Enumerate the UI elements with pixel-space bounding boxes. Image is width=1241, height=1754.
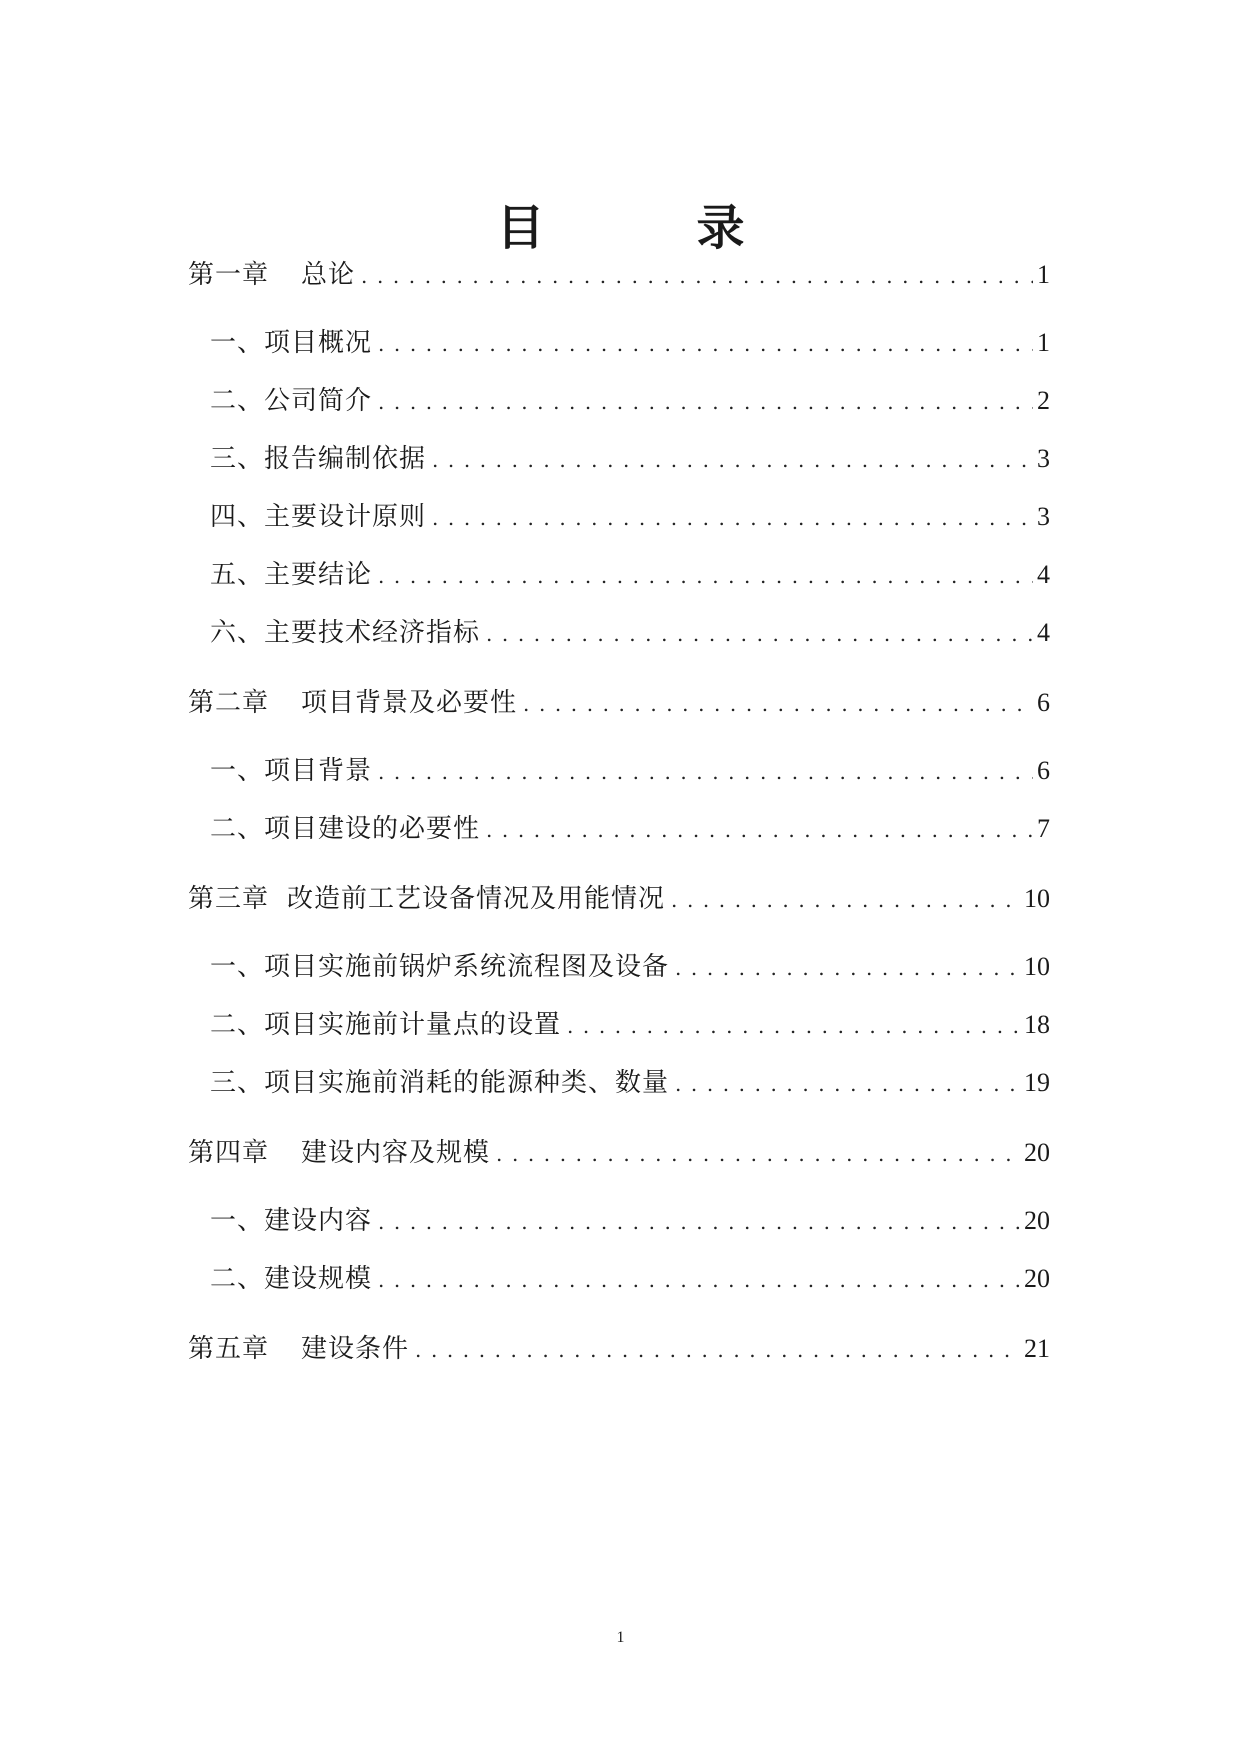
dot-leader: [432, 498, 1033, 538]
chapter-number: 第五章: [188, 1334, 270, 1364]
toc-section-2-2[interactable]: [210, 809, 1050, 849]
toc-page-number: 7: [1037, 814, 1050, 843]
chapter-title: 建设条件: [301, 1334, 410, 1364]
toc-entry-title: 三、项目实施前消耗的能源种类、数量: [210, 1068, 670, 1098]
dot-leader: [432, 440, 1033, 480]
toc-page-number: 4: [1037, 618, 1050, 647]
dot-leader: [486, 614, 1033, 654]
toc-section-3-2[interactable]: [210, 1005, 1050, 1045]
dot-leader: [671, 880, 1020, 920]
toc-page-number: 3: [1037, 444, 1050, 473]
toc-entry-title: [188, 255, 355, 295]
toc-page-number: 20: [1024, 1264, 1050, 1293]
toc-page-number: 10: [1024, 884, 1050, 913]
dot-leader: [523, 684, 1033, 724]
chapter-title: 总论: [301, 260, 356, 290]
dot-leader: [415, 1330, 1020, 1370]
toc-section-1-3[interactable]: [210, 439, 1050, 479]
dot-leader: [496, 1134, 1020, 1174]
toc-entry-title: 四、主要设计原则: [210, 502, 427, 532]
toc-entry-title: 一、项目背景: [210, 756, 373, 786]
toc-section-2-1[interactable]: [210, 751, 1050, 791]
page-title: 目 录: [496, 200, 797, 256]
dot-leader: [378, 556, 1033, 596]
toc-entry-title: 二、建设规模: [210, 1264, 373, 1294]
chapter-number: 第三章: [188, 884, 270, 914]
toc-entry-title: 五、主要结论: [210, 560, 373, 590]
toc-entry-title: 一、项目实施前锅炉系统流程图及设备: [210, 952, 670, 982]
dot-leader: [378, 752, 1033, 792]
dot-leader: [567, 1006, 1020, 1046]
toc-page-number: 10: [1024, 952, 1050, 981]
toc-entry-title: 二、项目建设的必要性: [210, 814, 481, 844]
toc-entry-title: [188, 683, 517, 723]
toc-entry-title: 一、项目概况: [210, 328, 373, 358]
toc-page-number: 18: [1024, 1010, 1050, 1039]
toc-page-number: 4: [1037, 560, 1050, 589]
toc-chapter-4[interactable]: [188, 1133, 1050, 1173]
toc-page-number: 20: [1024, 1206, 1050, 1235]
toc-page-number: 3: [1037, 502, 1050, 531]
toc-chapter-1[interactable]: [188, 255, 1050, 295]
toc-section-1-1[interactable]: [210, 323, 1050, 363]
toc-page-number: 6: [1037, 756, 1050, 785]
toc-section-4-1[interactable]: [210, 1201, 1050, 1241]
toc-page-number: 2: [1037, 386, 1050, 415]
page-footer-number: 1: [616, 1629, 625, 1646]
toc-page-number: 1: [1037, 260, 1050, 289]
dot-leader: [675, 948, 1020, 988]
chapter-title: 项目背景及必要性: [301, 688, 518, 718]
toc-section-1-4[interactable]: [210, 497, 1050, 537]
toc-section-3-3[interactable]: [210, 1063, 1050, 1103]
toc-page-number: 1: [1037, 328, 1050, 357]
toc-page-number: 21: [1024, 1334, 1050, 1363]
toc-section-1-2[interactable]: [210, 381, 1050, 421]
toc-entry-title: 二、公司简介: [210, 386, 373, 416]
toc-page-number: 6: [1037, 688, 1050, 717]
dot-leader: [361, 256, 1033, 296]
toc-page-number: 20: [1024, 1138, 1050, 1167]
toc-chapter-2[interactable]: [188, 683, 1050, 723]
dot-leader: [675, 1064, 1020, 1104]
toc-section-1-6[interactable]: [210, 613, 1050, 653]
toc-page-number: 19: [1024, 1068, 1050, 1097]
chapter-title: 改造前工艺设备情况及用能情况: [287, 884, 666, 914]
toc-entry-title: 二、项目实施前计量点的设置: [210, 1010, 562, 1040]
toc-chapter-3[interactable]: [188, 879, 1050, 919]
toc-entry-title: [188, 1133, 490, 1173]
toc-section-3-1[interactable]: [210, 947, 1050, 987]
dot-leader: [378, 324, 1033, 364]
dot-leader: [378, 382, 1033, 422]
toc-section-1-5[interactable]: [210, 555, 1050, 595]
toc-entry-title: [188, 879, 665, 919]
toc-entry-title: 六、主要技术经济指标: [210, 618, 481, 648]
toc-entry-title: [188, 1329, 409, 1369]
dot-leader: [486, 810, 1033, 850]
dot-leader: [378, 1202, 1020, 1242]
chapter-number: 第二章: [188, 688, 270, 718]
chapter-number: 第一章: [188, 260, 270, 290]
toc-chapter-5[interactable]: [188, 1329, 1050, 1369]
toc-section-4-2[interactable]: [210, 1259, 1050, 1299]
chapter-number: 第四章: [188, 1138, 270, 1168]
chapter-title: 建设内容及规模: [301, 1138, 491, 1168]
toc-entry-title: 一、建设内容: [210, 1206, 373, 1236]
toc-entry-title: 三、报告编制依据: [210, 444, 427, 474]
dot-leader: [378, 1260, 1020, 1300]
